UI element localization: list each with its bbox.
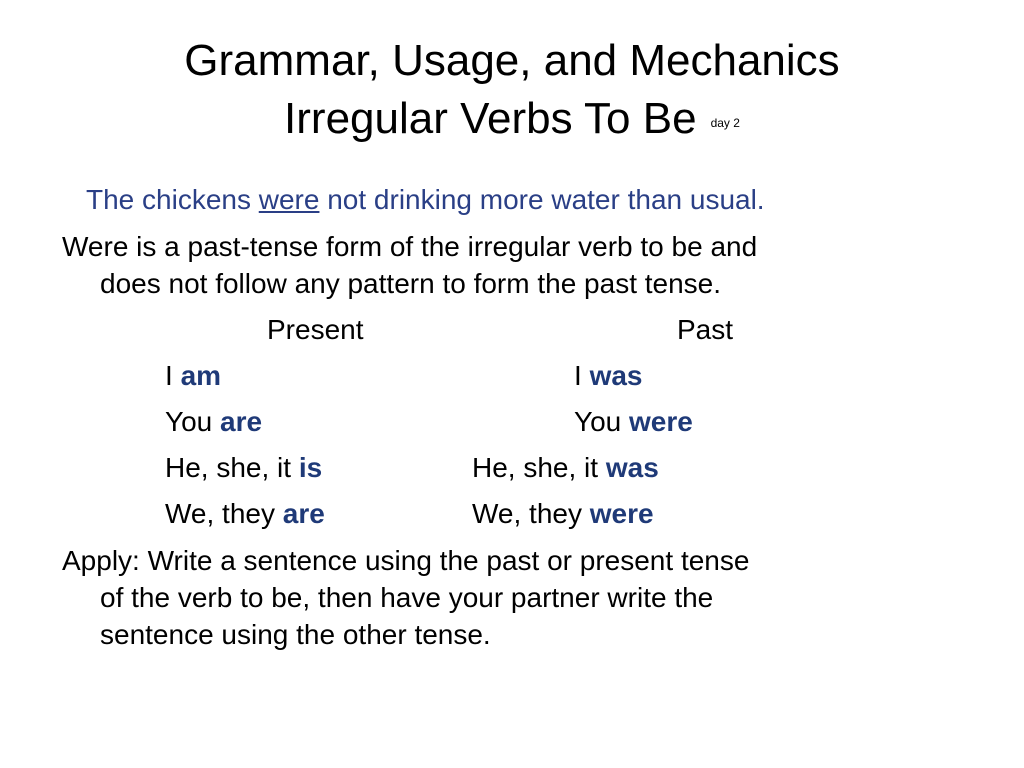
past-row-3 (472, 450, 659, 486)
past-verb: was (589, 360, 643, 391)
example-before: The chickens (86, 184, 259, 215)
present-subject: He, she, it (165, 452, 299, 483)
example-sentence (86, 182, 765, 218)
apply-line-3: sentence using the other tense. (100, 619, 491, 650)
present-verb: is (298, 452, 323, 483)
past-verb: was (605, 452, 659, 483)
past-verb: were (589, 498, 654, 529)
example-underlined-verb: were (258, 184, 320, 215)
present-subject: We, they (165, 498, 283, 529)
past-row-4 (472, 496, 654, 532)
past-header: Past (677, 314, 734, 345)
past-row-2 (574, 404, 693, 440)
present-verb: are (282, 498, 325, 529)
past-subject: I (574, 360, 590, 391)
present-header: Present (267, 314, 364, 345)
past-subject: You (574, 406, 630, 437)
past-verb: were (629, 406, 693, 437)
present-row-1 (165, 358, 221, 394)
example-after: not drinking more water than usual. (319, 184, 765, 215)
present-row-4 (165, 496, 325, 532)
title-line-1: Grammar, Usage, and Mechanics (184, 36, 840, 85)
present-verb: are (220, 406, 263, 437)
past-subject: We, they (472, 498, 590, 529)
present-subject: I (165, 360, 181, 391)
past-row-1 (574, 358, 643, 394)
title-line-2 (0, 90, 1024, 150)
day-label: day 2 (710, 116, 740, 131)
present-subject: You (165, 406, 221, 437)
present-row-3 (165, 450, 322, 486)
present-verb: am (180, 360, 222, 391)
title-line-2-text: Irregular Verbs To Be (284, 94, 697, 143)
apply-line-1: Apply: Write a sentence using the past or present tense (62, 545, 750, 576)
explanation-line-1: Were is a past-tense form of the irregular verb to be and (62, 231, 758, 262)
apply-line-2: of the verb to be, then have your partner write the (100, 582, 714, 613)
apply-paragraph (62, 542, 962, 653)
present-row-2 (165, 404, 262, 440)
explanation-line-2: does not follow any pattern to form the past tense. (100, 268, 722, 299)
explanation-paragraph (62, 228, 962, 302)
past-subject: He, she, it (472, 452, 606, 483)
slide-title (0, 32, 1024, 150)
